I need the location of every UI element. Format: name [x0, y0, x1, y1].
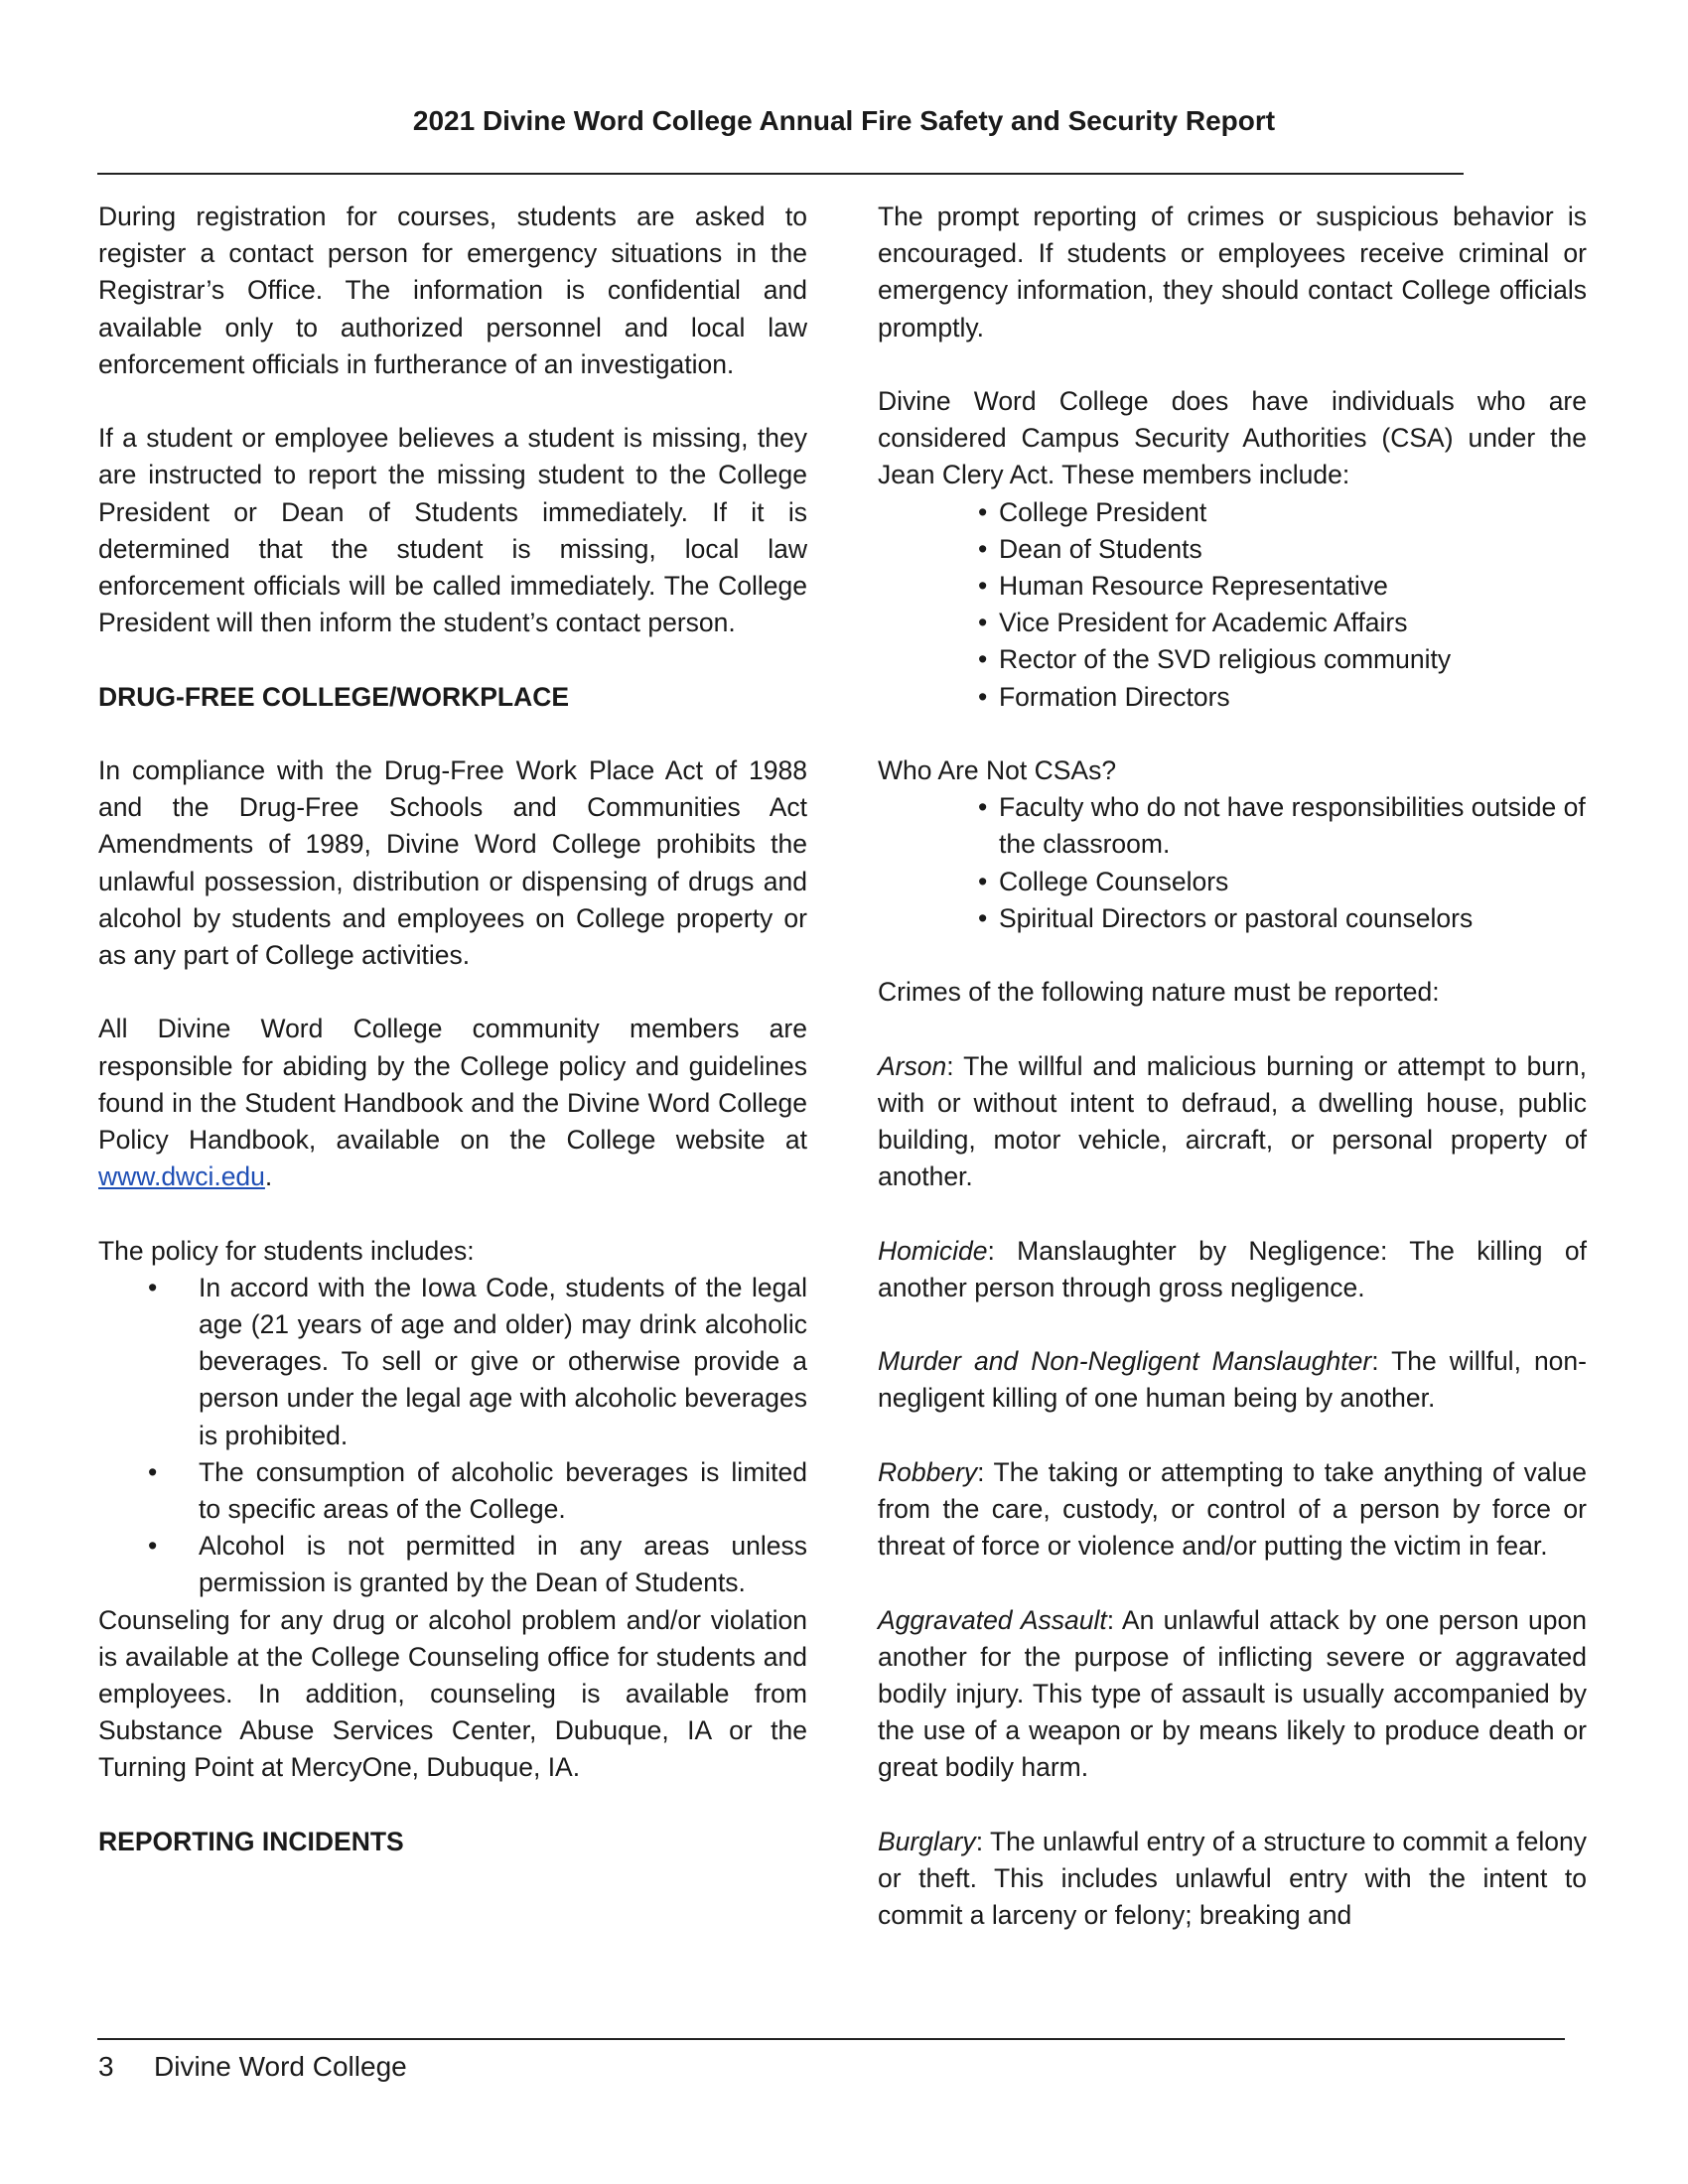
- list-item: • Formation Directors: [978, 679, 1587, 716]
- list-item: • Faculty who do not have responsibilities outside of the classroom.: [978, 789, 1587, 863]
- bullet-icon: •: [978, 866, 988, 896]
- student-policy-list: [98, 1270, 807, 1602]
- bullet-icon: •: [978, 792, 988, 823]
- drug-free-heading: DRUG-FREE COLLEGE/WORKPLACE: [98, 681, 570, 712]
- bullet-icon: •: [978, 681, 988, 712]
- left-column: [98, 199, 807, 1897]
- college-website-link[interactable]: www.dwci.edu: [98, 1161, 265, 1192]
- page-footer: [98, 2049, 407, 2085]
- emergency-contact-paragraph: During registration for courses, students are asked to register a contact person for emergency situations in the Registrar’s Office. The information is confidential and available only to authorized personnel and local law enforcement officials in furtherance of an investigation.: [98, 202, 807, 379]
- right-column: [878, 199, 1587, 1934]
- list-item: • Spiritual Directors or pastoral counselors: [978, 900, 1587, 937]
- crime-definition-robbery: Robbery: The taking or attempting to take anything of value from the care, custody, or control of a person by force or threat of force or violence and/or putting the victim in fear.: [878, 1456, 1587, 1562]
- reporting-incidents-heading: REPORTING INCIDENTS: [98, 1826, 404, 1856]
- crime-term: Murder and Non-Negligent Manslaughter: [878, 1346, 1372, 1377]
- bullet-icon: •: [148, 1272, 158, 1302]
- crime-definition-aggravated-assault: Aggravated Assault: An unlawful attack by one person upon another for the purpose of inflicting severe or aggravated bodily injury. This type of assault is usually accompanied by the use of a weapon or by means likely to produce death or great bodily harm.: [878, 1604, 1587, 1783]
- crime-term: Aggravated Assault: [878, 1604, 1107, 1635]
- drug-free-compliance-paragraph: In compliance with the Drug-Free Work Place Act of 1988 and the Drug-Free Schools and Communities Act Amendments of 1989, Divine Word College prohibits the unlawful possession, distribution or dispensing of drugs and alcohol by students and employees on College property or as any part of College activities.: [98, 755, 807, 971]
- report-title: 2021 Divine Word College Annual Fire Safety and Security Report: [412, 105, 1276, 136]
- csa-paragraph: Divine Word College does have individuals who are considered Campus Security Authorities (CSA) under the Jean Clery Act. These members include:: [878, 386, 1587, 490]
- bullet-icon: •: [148, 1531, 158, 1562]
- list-item: • College President: [978, 494, 1587, 531]
- policy-intro: The policy for students includes:: [98, 1235, 475, 1266]
- handbook-text-end: .: [264, 1161, 273, 1192]
- handbook-text: All Divine Word College community members are responsible for abiding by the College policy and guidelines found in the Student Handbook and the Divine Word College Policy Handbook, available on the College website at: [98, 1014, 807, 1156]
- csa-list: [978, 494, 1587, 716]
- list-item: • Rector of the SVD religious community: [978, 641, 1587, 678]
- list-item: • Human Resource Representative: [978, 568, 1587, 605]
- counseling-paragraph: Counseling for any drug or alcohol problem and/or violation is available at the College Counseling office for students and employees. In addition, counseling is available from Substance Abuse Services Center, Dubuque, IA or the Turning Point at MercyOne, Dubuque, IA.: [98, 1604, 807, 1783]
- prompt-reporting-paragraph: The prompt reporting of crimes or suspicious behavior is encouraged. If students or employees receive criminal or emergency information, they should contact College officials promptly.: [878, 202, 1587, 342]
- bullet-icon: •: [978, 902, 988, 933]
- list-item: • College Counselors: [978, 864, 1587, 900]
- footer-divider: [97, 2038, 1565, 2040]
- footer-text: Divine Word College: [154, 2051, 407, 2082]
- handbook-paragraph: [98, 1011, 807, 1195]
- not-csa-intro: Who Are Not CSAs?: [878, 755, 1117, 786]
- missing-student-paragraph: If a student or employee believes a student is missing, they are instructed to report the missing student to the College President or Dean of Students immediately. If it is determined that the student is missing, local law enforcement officials will be called immediately. The College President will then inform the student’s contact person.: [98, 423, 807, 638]
- header-divider: [97, 173, 1464, 175]
- crime-definition-arson: Arson: The willful and malicious burning or attempt to burn, with or without intent to defraud, a dwelling house, public building, motor vehicle, aircraft, or personal property of another.: [878, 1050, 1587, 1192]
- list-item: • Vice President for Academic Affairs: [978, 605, 1587, 641]
- crimes-intro: Crimes of the following nature must be reported:: [878, 977, 1440, 1008]
- bullet-icon: •: [978, 644, 988, 675]
- list-item: • The consumption of alcoholic beverages is limited to specific areas of the College.: [98, 1454, 807, 1528]
- crime-definition-burglary: Burglary: The unlawful entry of a structure to commit a felony or theft. This includes unlawful entry with the intent to commit a larceny or felony; breaking and: [878, 1826, 1587, 1931]
- crime-definition-homicide: Homicide: Manslaughter by Negligence: The killing of another person through gross negligence.: [878, 1235, 1587, 1302]
- crime-term: Arson: [878, 1050, 947, 1081]
- crime-term: Burglary: [878, 1826, 976, 1856]
- list-item: • In accord with the Iowa Code, students of the legal age (21 years of age and older) may drink alcoholic beverages. To sell or give or otherwise provide a person under the legal age with alcoholic beverages is prohibited.: [98, 1270, 807, 1454]
- bullet-icon: •: [978, 496, 988, 527]
- crime-term: Robbery: [878, 1456, 978, 1487]
- bullet-icon: •: [978, 533, 988, 564]
- list-item: • Dean of Students: [978, 531, 1587, 568]
- not-csa-list: [978, 789, 1587, 937]
- crime-definition-murder: Murder and Non-Negligent Manslaughter: The willful, non-negligent killing of one human being by another.: [878, 1346, 1587, 1414]
- bullet-icon: •: [978, 608, 988, 638]
- bullet-icon: •: [978, 571, 988, 602]
- bullet-icon: •: [148, 1456, 158, 1487]
- crime-term: Homicide: [878, 1235, 988, 1266]
- page-number: 3: [98, 2051, 114, 2082]
- list-item: • Alcohol is not permitted in any areas unless permission is granted by the Dean of Students.: [98, 1528, 807, 1601]
